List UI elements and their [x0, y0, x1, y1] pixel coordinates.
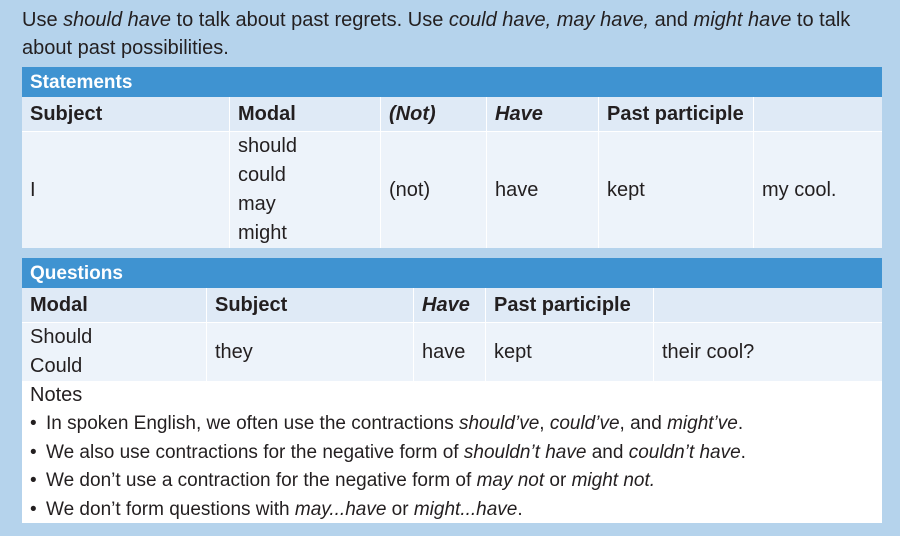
note-text: , and: [619, 413, 668, 434]
header-modal: Modal: [230, 97, 381, 131]
statements-body-row: [22, 131, 882, 245]
note-text: ,: [539, 413, 550, 434]
note-italic: might not.: [571, 470, 656, 491]
note-text: and: [586, 441, 629, 463]
participle-cell: kept: [599, 131, 754, 248]
note-text: In spoken English, we often use the contractions: [46, 413, 459, 434]
header-past-participle: Past participle: [486, 288, 654, 322]
note-text: or: [386, 498, 414, 520]
note-text: .: [740, 441, 746, 463]
participle-cell: kept: [486, 322, 654, 381]
note-text: We don’t use a contraction for the negative form of: [46, 470, 477, 491]
bullet-icon: •: [30, 441, 37, 463]
note-item: [30, 439, 874, 468]
intro-text-part: and: [649, 9, 694, 31]
note-item: [30, 496, 874, 525]
bullet-icon: •: [30, 470, 37, 491]
note-italic: should’ve: [458, 413, 540, 434]
note-italic: might’ve: [667, 413, 738, 434]
modal-option: could: [238, 164, 286, 186]
intro-italic-part: should have: [63, 9, 171, 31]
note-item: [30, 467, 874, 496]
intro-text: [22, 6, 882, 62]
modal-option: may: [238, 193, 276, 215]
header-subject: Subject: [207, 288, 414, 322]
intro-italic-part: might have: [693, 9, 792, 31]
note-text: or: [544, 470, 572, 491]
have-cell: have: [487, 131, 599, 248]
note-text: .: [517, 498, 523, 520]
bullet-icon: •: [30, 498, 37, 520]
note-italic: shouldn’t have: [463, 441, 587, 463]
statements-header-row: [22, 97, 882, 131]
note-italic: could’ve: [549, 413, 620, 434]
note-text: .: [737, 413, 744, 434]
notes-title: Notes: [30, 384, 83, 406]
header-blank: [654, 288, 882, 322]
modal-cell: [22, 322, 207, 381]
questions-header-row: [22, 288, 882, 322]
not-cell: (not): [381, 131, 487, 248]
note-text: We also use contractions for the negative form of: [46, 441, 464, 463]
intro-text-part: Use: [22, 9, 64, 31]
header-have: Have: [414, 288, 486, 322]
modal-option: should: [238, 135, 297, 157]
object-cell: their cool?: [654, 322, 882, 381]
intro-text-part: to talk about past regrets. Use: [171, 9, 449, 31]
header-not: (Not): [381, 97, 487, 131]
intro-text-part: to talk about past possibilities.: [22, 9, 851, 59]
note-text: We don’t form questions with: [46, 498, 295, 520]
header-have: Have: [487, 97, 599, 131]
have-cell: have: [414, 322, 486, 381]
bullet-icon: •: [30, 413, 37, 434]
header-subject: Subject: [22, 97, 230, 131]
note-italic: might...have: [413, 498, 518, 520]
header-modal: Modal: [22, 288, 207, 322]
modal-option: Should: [30, 326, 93, 348]
intro-italic-part: could have, may have,: [448, 9, 650, 31]
questions-body-row: [22, 322, 882, 381]
note-item: [30, 410, 874, 439]
note-italic: couldn’t have: [628, 441, 741, 463]
notes-section: [22, 381, 882, 523]
modal-option: Could: [30, 355, 83, 377]
statements-table: [22, 67, 882, 245]
statements-title: Statements: [22, 67, 882, 97]
note-italic: may not: [476, 470, 545, 491]
subject-cell: they: [207, 322, 414, 381]
object-cell: my cool.: [754, 131, 882, 248]
subject-cell: I: [22, 131, 230, 248]
modal-option: might: [238, 222, 287, 244]
modal-cell: [230, 131, 381, 248]
header-past-participle: Past participle: [599, 97, 754, 131]
note-italic: may...have: [294, 498, 387, 520]
questions-title: Questions: [22, 258, 882, 288]
questions-table: [22, 258, 882, 381]
header-blank: [754, 97, 882, 131]
